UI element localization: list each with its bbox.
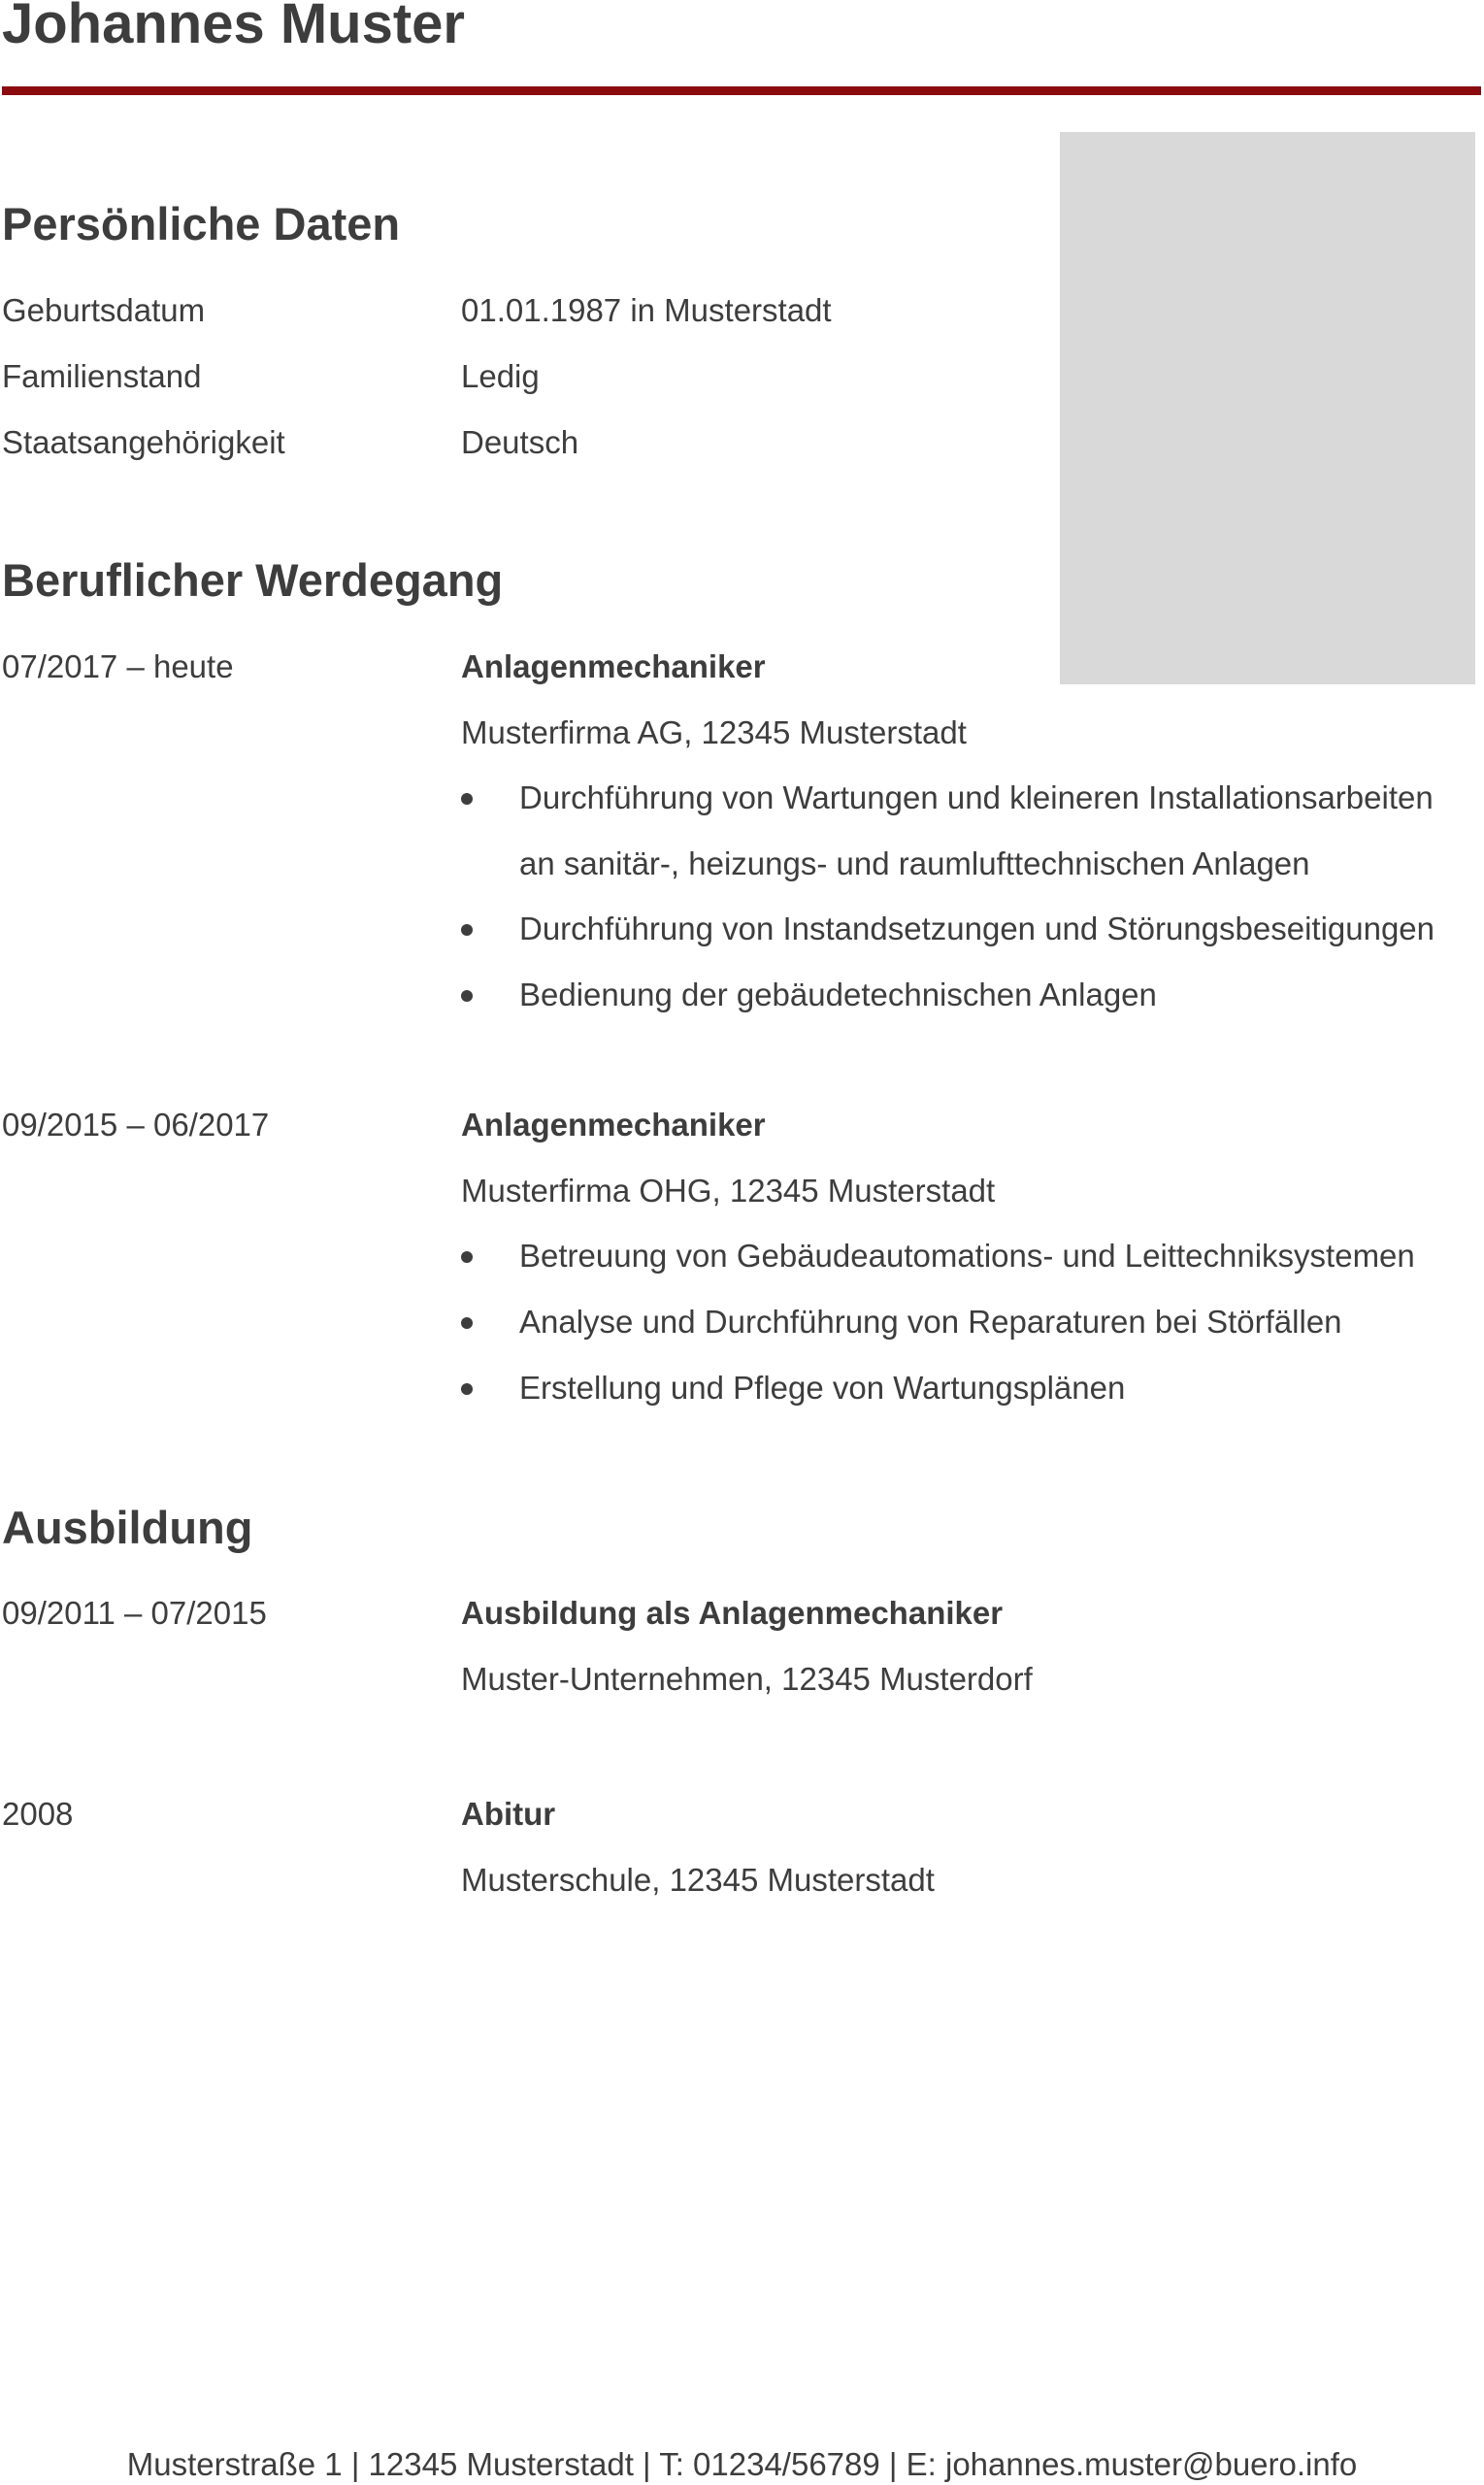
career-bullet: Durchführung von Wartungen und kleineren Installationsarbeiten [519,779,1434,815]
bullet-dot [461,1251,473,1263]
career-company: Musterfirma AG, 12345 Musterstadt [461,714,967,750]
career-bullet: Bedienung der gebäudetechnischen Anlagen [519,977,1157,1012]
bullet-dot [461,924,473,936]
career-bullet-continuation: an sanitär-, heizungs- und raumlufttechnischen Anlagen [519,845,1310,881]
career-position: Anlagenmechaniker [461,648,766,684]
career-bullet: Erstellung und Pflege von Wartungsplänen [519,1370,1126,1406]
personal-label-birthdate: Geburtsdatum [2,292,206,328]
bullet-dot [461,1383,473,1395]
education-institution: Musterschule, 12345 Musterstadt [461,1862,935,1898]
career-position: Anlagenmechaniker [461,1107,766,1143]
personal-value-nationality: Deutsch [461,424,579,460]
applicant-name: Johannes Muster [2,0,465,55]
career-bullet: Durchführung von Instandsetzungen und Störungsbeseitigungen [519,911,1435,946]
career-company: Musterfirma OHG, 12345 Musterstadt [461,1173,996,1209]
career-period: 09/2015 – 06/2017 [2,1107,270,1143]
education-degree: Ausbildung als Anlagenmechaniker [461,1595,1004,1631]
education-period: 09/2011 – 07/2015 [2,1595,267,1631]
personal-value-marital: Ledig [461,358,540,394]
bullet-dot [461,793,473,805]
personal-label-nationality: Staatsangehörigkeit [2,424,285,460]
career-bullet: Betreuung von Gebäudeautomations- und Leittechniksystemen [519,1238,1415,1274]
career-period: 07/2017 – heute [2,648,234,684]
personal-value-birthdate: 01.01.1987 in Musterstadt [461,292,832,328]
footer-contact: Musterstraße 1 | 12345 Musterstadt | T: 01234/56789 | E: johannes.muster@buero.info [126,2446,1358,2482]
bullet-dot [461,1317,473,1329]
education-period: 2008 [2,1796,74,1832]
bullet-dot [461,990,473,1002]
photo-placeholder [1060,132,1475,684]
career-bullet: Analyse und Durchführung von Reparaturen bei Störfällen [519,1304,1342,1340]
education-degree: Abitur [461,1796,556,1832]
section-title-career: Beruflicher Werdegang [2,554,504,606]
personal-label-marital: Familienstand [2,358,202,394]
education-institution: Muster-Unternehmen, 12345 Musterdorf [461,1661,1033,1697]
section-title-personal: Persönliche Daten [2,198,401,249]
header-rule [2,86,1481,95]
section-title-education: Ausbildung [2,1502,253,1553]
